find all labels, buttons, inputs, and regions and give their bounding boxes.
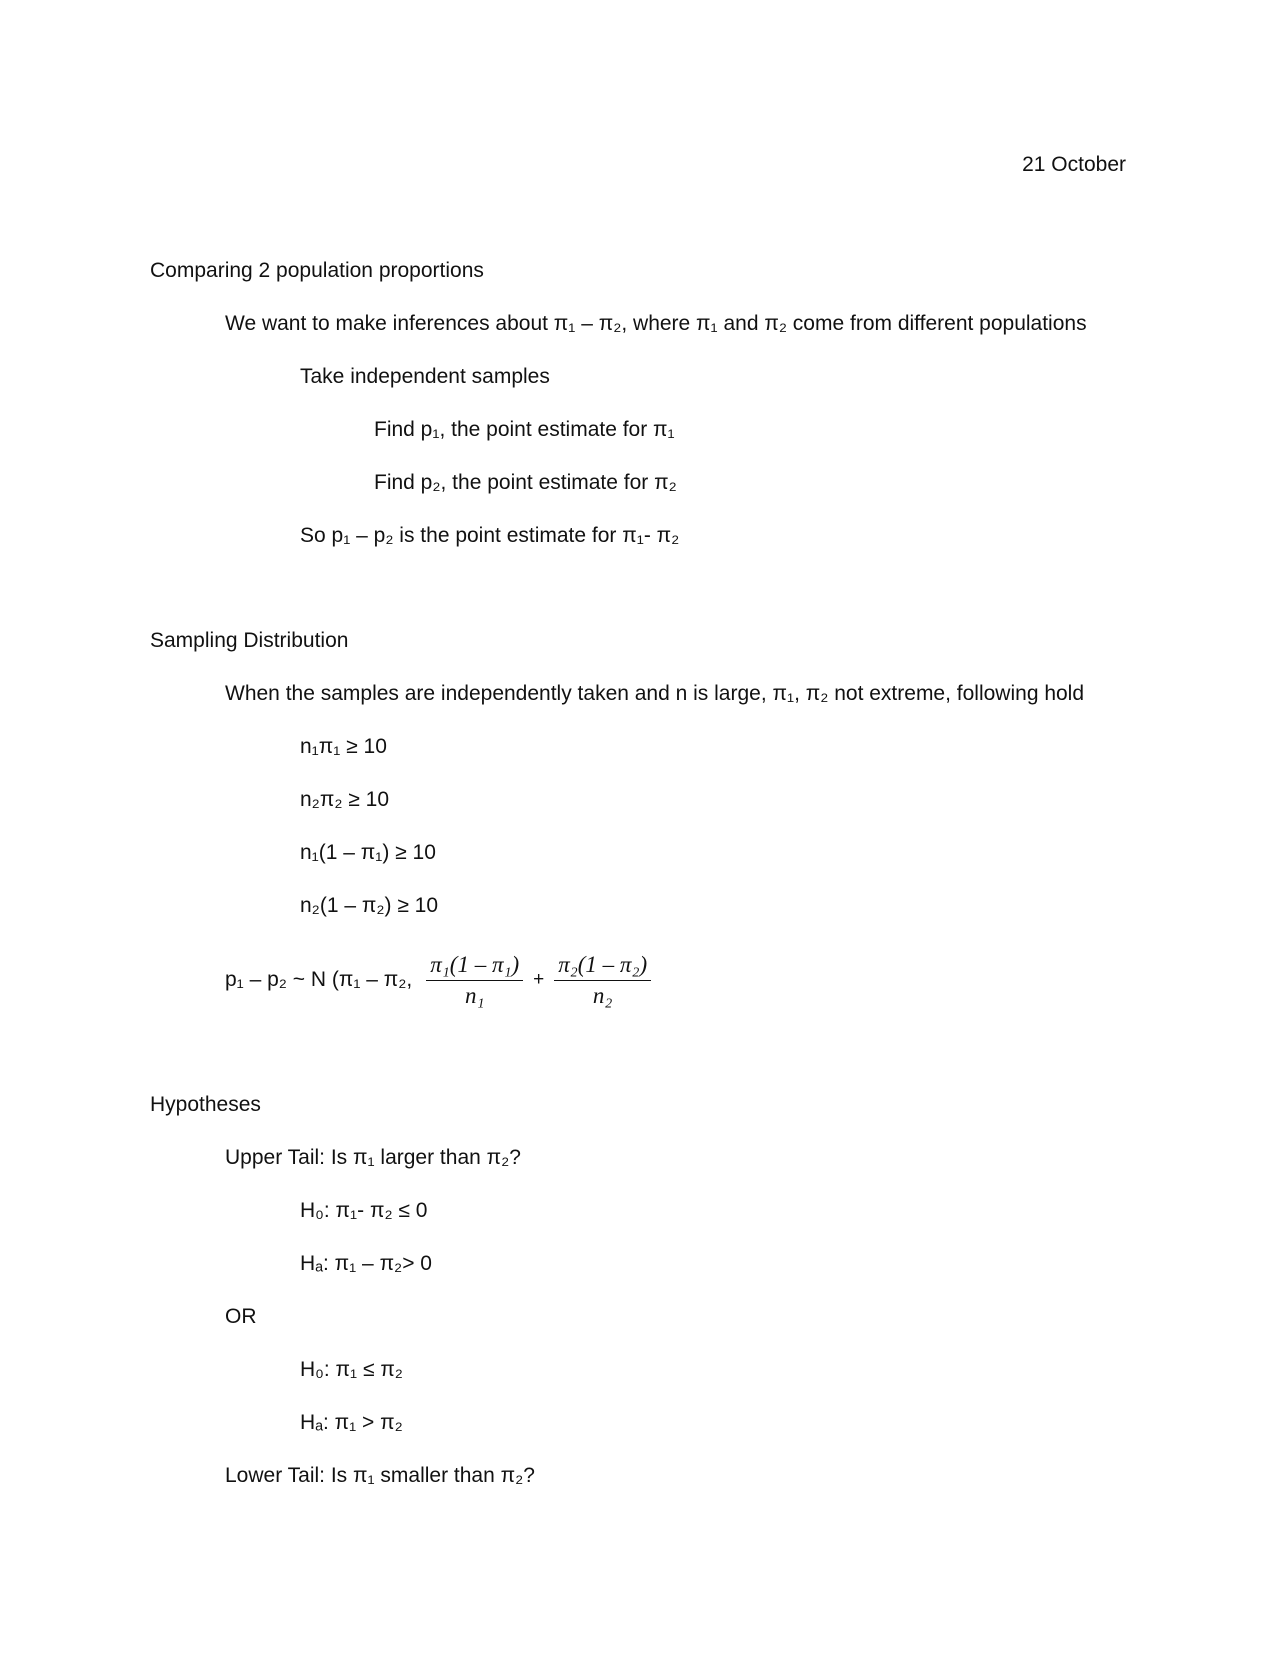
hypothesis-line: H₀: π₁ ≤ π₂ [300,1358,403,1381]
condition-line: n₁(1 – π₁) ≥ 10 [300,841,436,864]
hypothesis-line: Hₐ: π₁ > π₂ [300,1411,403,1434]
fraction-1-numerator: π₁(1 – π₁) [430,951,520,977]
paragraph-line: Upper Tail: Is π₁ larger than π₂? [225,1146,521,1169]
fraction-2-denominator: n₂ [592,982,613,1008]
section-heading: Comparing 2 population proportions [150,259,484,282]
paragraph-line: Find p₁, the point estimate for π₁ [374,418,675,441]
hypothesis-line: H₀: π₁- π₂ ≤ 0 [300,1199,428,1222]
fraction-2-numerator: π₂(1 – π₂) [558,951,648,977]
plus-sign: + [533,969,545,990]
section-heading: Hypotheses [150,1093,261,1116]
paragraph-line: So p₁ – p₂ is the point estimate for π₁- π₂ [300,524,680,547]
paragraph-line: Take independent samples [300,365,550,388]
fraction-2 [554,950,651,1011]
fraction-1-denominator: n₁ [464,982,485,1008]
paragraph-line: OR [225,1305,257,1328]
date-text: 21 October [1022,153,1126,176]
paragraph-line: We want to make inferences about π₁ – π₂, where π₁ and π₂ come from different populations [225,312,1087,335]
sampling-distribution-formula [225,945,657,1015]
section-heading: Sampling Distribution [150,629,349,652]
condition-line: n₂π₂ ≥ 10 [300,788,390,811]
paragraph-line: Find p₂, the point estimate for π₂ [374,471,677,494]
fraction-1 [426,950,523,1011]
paragraph-line: Lower Tail: Is π₁ smaller than π₂? [225,1464,535,1487]
hypothesis-line: Hₐ: π₁ – π₂> 0 [300,1252,432,1275]
paragraph-line: When the samples are independently taken and n is large, π₁, π₂ not extreme, following hold [225,682,1085,705]
formula-prefix: p₁ – p₂ ~ N (π₁ – π₂, [225,968,413,991]
condition-line: n₂(1 – π₂) ≥ 10 [300,894,439,917]
condition-line: n₁π₁ ≥ 10 [300,735,387,758]
